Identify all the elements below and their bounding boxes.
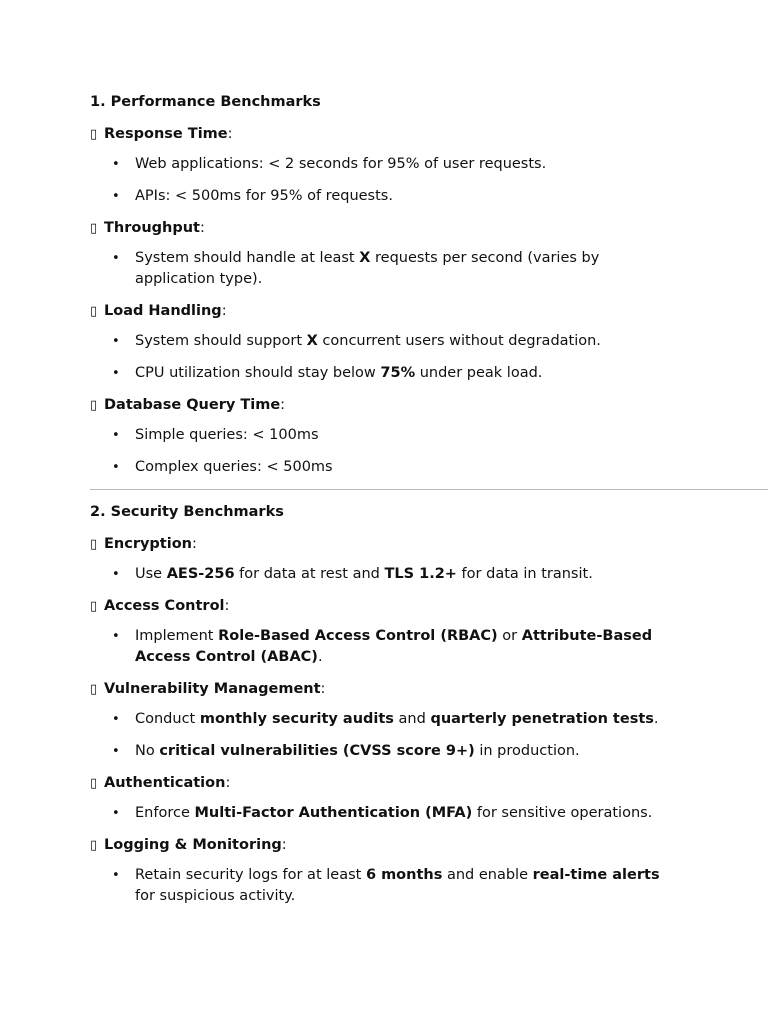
emphasis-text: Multi-Factor Authentication (MFA) [194,805,473,821]
emphasis-text: X [359,250,371,266]
item-text: Enforce [135,805,195,821]
item-text: or [497,628,522,644]
topic-marker-icon: ▯ [90,599,98,614]
bullet-icon: • [112,744,120,759]
list-item [90,457,675,478]
bullet-icon: • [112,712,120,727]
topic-database-query-time [90,395,768,416]
list-item [90,741,675,762]
item-text: Implement [135,628,219,644]
bullet-icon: • [112,567,120,582]
bullet-list [90,248,768,290]
item-text: and [393,711,431,727]
topic-authentication [90,773,768,794]
topic-load-handling [90,301,768,322]
emphasis-text: TLS 1.2+ [384,566,457,582]
bullet-icon: • [112,251,120,266]
document-body [90,92,768,918]
item-text: System should support [135,333,307,349]
item-text: Use [135,566,167,582]
topic-encryption [90,534,768,555]
item-text: No [135,743,160,759]
bullet-icon: • [112,189,120,204]
bullet-list [90,331,768,384]
item-text: System should handle at least [135,250,360,266]
topic-name: Load Handling [104,303,222,319]
list-item [90,803,675,824]
item-text: . [653,711,659,727]
bullet-icon: • [112,157,120,172]
list-item [90,363,675,384]
list-item [90,626,675,668]
bullet-icon: • [112,629,120,644]
topic-name: Vulnerability Management [104,681,321,697]
topic-response-time [90,124,768,145]
bullet-icon: • [112,868,120,883]
bullet-list [90,626,768,668]
topic-name: Throughput [104,220,200,236]
item-text: for data at rest and [234,566,385,582]
emphasis-text: Role-Based Access Control (RBAC) [218,628,498,644]
emphasis-text: monthly security audits [199,711,394,727]
topic-marker-icon: ▯ [90,537,98,552]
item-text: for sensitive operations. [472,805,653,821]
emphasis-text: quarterly penetration tests [430,711,654,727]
item-text: for suspicious activity. [135,888,296,904]
item-text: for data in transit. [456,566,593,582]
topic-access-control [90,596,768,617]
emphasis-text: 6 months [365,867,443,883]
item-text: Complex queries: < 500ms [135,459,333,475]
topic-colon: : [224,598,230,614]
list-item [90,154,675,175]
item-text: requests per second (varies by application type). [135,250,600,287]
topic-colon: : [281,837,287,853]
topic-vulnerability-management [90,679,768,700]
item-text: . [317,649,323,665]
topic-name: Access Control [104,598,225,614]
emphasis-text: 75% [380,365,416,381]
topic-marker-icon: ▯ [90,221,98,236]
item-text: and enable [442,867,533,883]
section-divider [90,489,768,490]
topic-marker-icon: ▯ [90,682,98,697]
item-text: Web applications: < 2 seconds for 95% of user requests. [135,156,547,172]
topic-marker-icon: ▯ [90,398,98,413]
list-item [90,186,675,207]
topic-name: Authentication [104,775,226,791]
topic-colon: : [221,303,227,319]
emphasis-text: Attribute-Based Access Control (ABAC) [135,628,653,665]
item-text: Conduct [135,711,200,727]
topic-colon: : [225,775,231,791]
item-text: concurrent users without degradation. [317,333,601,349]
list-item [90,865,675,907]
item-text: Simple queries: < 100ms [135,427,319,443]
list-item [90,425,675,446]
bullet-icon: • [112,428,120,443]
topic-name: Encryption [104,536,192,552]
list-item [90,709,675,730]
bullet-list [90,154,768,207]
bullet-icon: • [112,334,120,349]
topic-colon: : [280,397,286,413]
emphasis-text: critical vulnerabilities (CVSS score 9+) [159,743,475,759]
topic-marker-icon: ▯ [90,127,98,142]
topic-name: Database Query Time [104,397,281,413]
section-title: 1. Performance Benchmarks [90,94,321,110]
bullet-list [90,803,768,824]
topic-marker-icon: ▯ [90,838,98,853]
bullet-icon: • [112,806,120,821]
item-text: Retain security logs for at least [135,867,366,883]
topic-colon: : [200,220,205,236]
item-text: in production. [474,743,580,759]
section-title: 2. Security Benchmarks [90,504,284,520]
topic-colon: : [227,126,233,142]
topic-marker-icon: ▯ [90,776,98,791]
topic-logging-and-monitoring [90,835,768,856]
emphasis-text: AES-256 [166,566,235,582]
bullet-icon: • [112,460,120,475]
item-text: under peak load. [415,365,543,381]
item-text: APIs: < 500ms for 95% of requests. [135,188,393,204]
emphasis-text: X [306,333,318,349]
topic-name: Response Time [104,126,228,142]
emphasis-text: real-time alerts [532,867,660,883]
topic-colon: : [320,681,326,697]
bullet-list [90,865,768,907]
bullet-list [90,425,768,478]
bullet-list [90,709,768,762]
topic-colon: : [192,536,197,552]
topic-throughput [90,218,768,239]
topic-marker-icon: ▯ [90,304,98,319]
list-item [90,331,675,352]
topic-name: Logging & Monitoring [104,837,282,853]
list-item [90,564,675,585]
bullet-list [90,564,768,585]
bullet-icon: • [112,366,120,381]
list-item [90,248,675,290]
item-text: CPU utilization should stay below [135,365,381,381]
